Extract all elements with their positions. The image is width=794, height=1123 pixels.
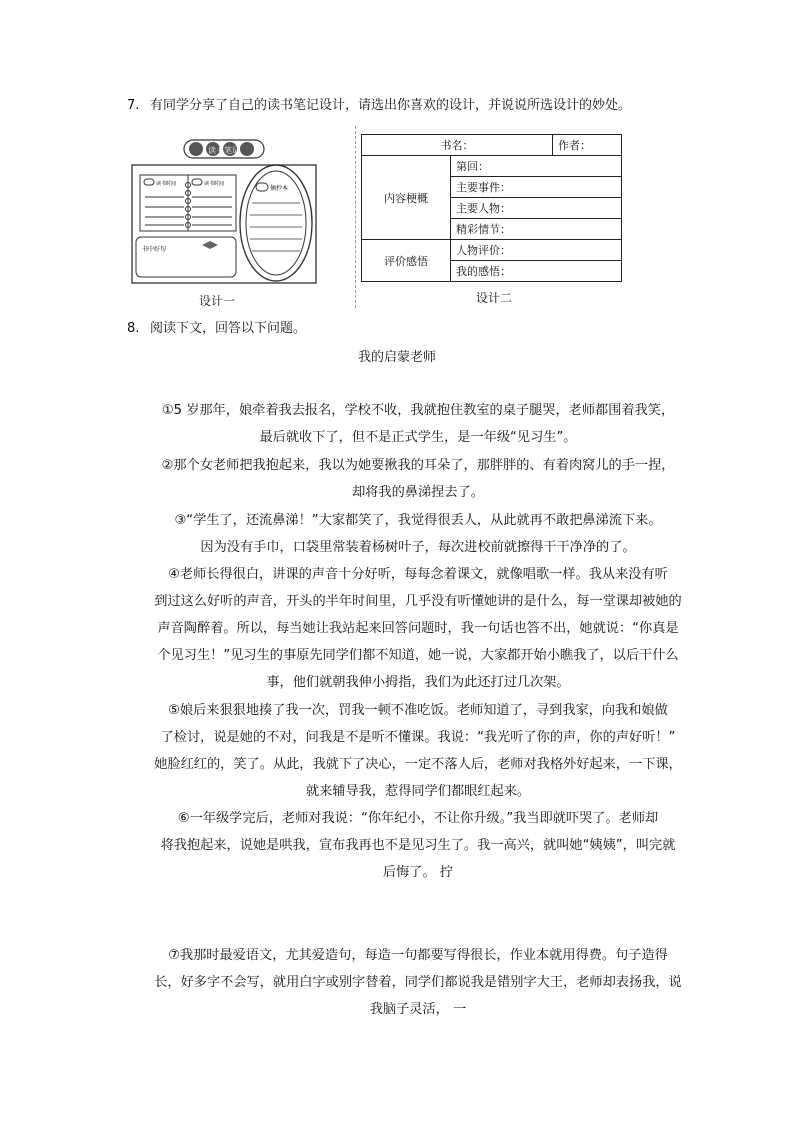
question-8-text: 阅读下文，回答以下问题。 bbox=[150, 321, 307, 336]
design-one-caption: 设计一 bbox=[199, 294, 236, 308]
paragraph-line: 后悔了。 拧 bbox=[382, 865, 454, 880]
question-7-number: 7. bbox=[127, 98, 140, 113]
paragraph-5 bbox=[128, 697, 708, 805]
label-time-2: 读书时间 bbox=[204, 181, 225, 187]
paragraph-line: 我脑子灵活， 一 bbox=[369, 1002, 467, 1017]
paragraph-line: ⑥一年级学完后，老师对我说：“你年纪小，不让你升级。”我当即就吓哭了。老师却 bbox=[177, 811, 659, 826]
label-gain: 书中好句 bbox=[142, 246, 167, 253]
paragraph-7 bbox=[128, 942, 708, 1023]
paragraph-line: 她脸红红的，笑了。从此，我就下了决心，一定不落人后，老师对我格外好起来，一下课， bbox=[154, 757, 682, 772]
paragraph-6 bbox=[128, 805, 708, 886]
paragraph-line: 个见习生！”见习生的事原先同学们都不知道，她一说，大家都开始小瞧我了，以后干什么 bbox=[157, 648, 679, 663]
divider bbox=[355, 126, 356, 308]
paragraph-line: 长，好多字不会写，就用白字或别字替着，同学们都说我是错别字大王，老师却表扬我，说 bbox=[154, 975, 682, 990]
paragraph-line: 就来辅导我，惹得同学们都眼红起来。 bbox=[305, 784, 531, 799]
design-one-illustration bbox=[130, 135, 318, 285]
content-row: 精彩情节： bbox=[451, 219, 622, 240]
content-row: 第回： bbox=[451, 156, 622, 177]
group-content: 内容梗概 bbox=[362, 156, 451, 240]
paragraph-line: 事，他们就朝我伸小拇指，我们为此还打过几次架。 bbox=[266, 675, 570, 690]
paragraph-line: ③“学生了，还流鼻涕！”大家都笑了，我觉得很丢人，从此就再不敢把鼻涕流下来。 bbox=[174, 513, 662, 528]
paragraph-line: 到过这么好听的声音，开头的半年时间里，几乎没有听懂她讲的是什么，每一堂课却被她的 bbox=[154, 594, 682, 609]
paragraph-line: 将我抱起来，说她是哄我，宣布我再也不是见习生了。我一高兴，就叫她“姨姨”，叫完就 bbox=[160, 838, 676, 853]
banner-text: 读书笔记 bbox=[208, 146, 240, 155]
paragraph-line: ①5 岁那年，娘牵着我去报名，学校不收，我就抱住教室的桌子腿哭，老师都围着我笑， bbox=[161, 403, 675, 418]
question-8-number: 8. bbox=[127, 321, 140, 336]
paragraph-line: 却将我的鼻涕捏去了。 bbox=[352, 485, 484, 500]
paragraph-line: ⑦我那时最爱语文，尤其爱造句，每造一句都要写得很长，作业本就用得费。句子造得 bbox=[168, 948, 668, 963]
eval-row: 人物评价： bbox=[451, 240, 622, 261]
paragraph-line: 最后就收下了，但不是正式学生，是一年级“见习生”。 bbox=[259, 430, 577, 445]
paragraph-4 bbox=[128, 561, 708, 696]
paragraph-line: 因为没有手巾，口袋里常装着杨树叶子，每次进校前就擦得干干净净的了。 bbox=[200, 540, 636, 555]
content-row: 主要事件： bbox=[451, 177, 622, 198]
paragraph-line: ⑤娘后来狠狠地揍了我一次，罚我一顿不准吃饭。老师知道了，寻到我家，向我和娘做 bbox=[168, 703, 668, 718]
question-7-text: 有同学分享了自己的读书笔记设计，请选出你喜欢的设计，并说说所选设计的妙处。 bbox=[150, 98, 632, 113]
book-name-cell: 书名： bbox=[362, 135, 553, 156]
article-title: 我的启蒙老师 bbox=[357, 350, 436, 365]
group-eval: 评价感悟 bbox=[362, 240, 451, 282]
label-time-1: 读书时间 bbox=[156, 181, 177, 187]
author-cell: 作者： bbox=[553, 135, 622, 156]
design-two-caption: 设计二 bbox=[476, 291, 513, 305]
paragraph-2 bbox=[128, 452, 708, 506]
eval-row: 我的感悟： bbox=[451, 261, 622, 282]
paragraph-1 bbox=[128, 397, 708, 451]
paragraph-line: 了检讨，说是她的不对，问我是不是听不懂课。我说：“我光听了你的声，你的声好听！” bbox=[160, 730, 676, 745]
content-row: 主要人物： bbox=[451, 198, 622, 219]
label-excerpt: 摘抄本 bbox=[270, 185, 289, 192]
paragraph-3 bbox=[128, 507, 708, 561]
paragraph-line: ④老师长得很白，讲课的声音十分好听，每每念着课文，就像唱歌一样。我从来没有听 bbox=[168, 567, 668, 582]
paragraph-line: 声音陶醉着。所以，每当她让我站起来回答问题时，我一句话也答不出，她就说：“你真是 bbox=[157, 621, 679, 636]
paragraph-line: ②那个女老师把我抱起来，我以为她要揪我的耳朵了，那胖胖的、有着肉窝儿的手一捏， bbox=[161, 458, 675, 473]
design-two-table bbox=[361, 134, 622, 282]
